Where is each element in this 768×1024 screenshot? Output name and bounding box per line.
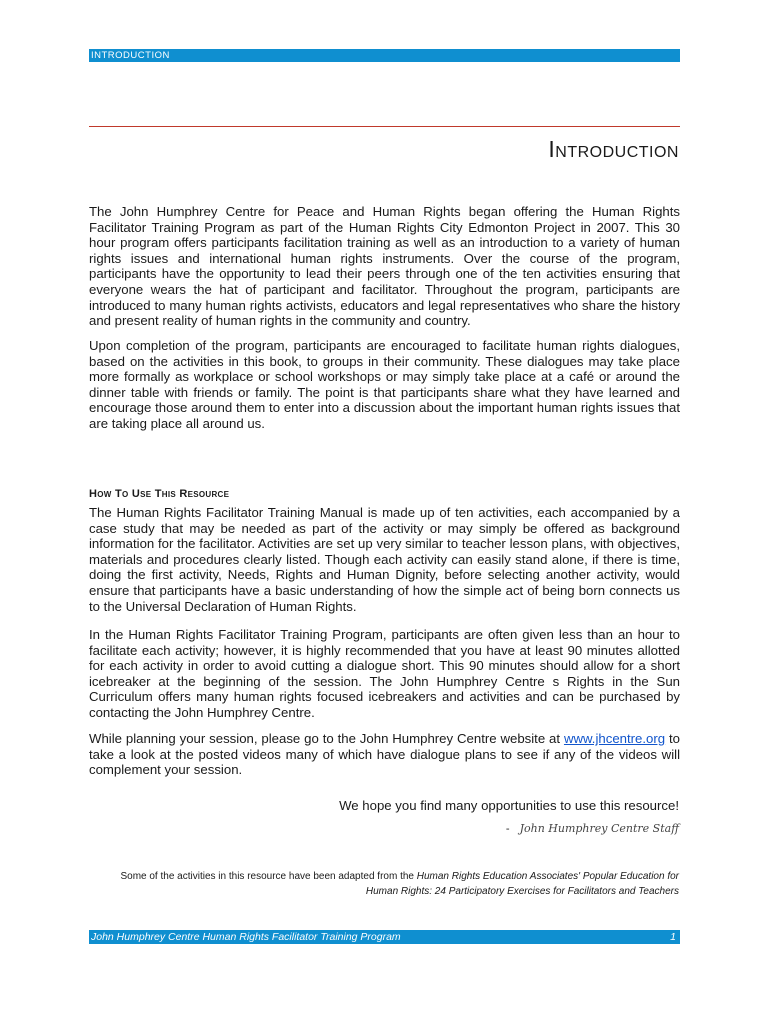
section-paragraph-1-text: The Human Rights Facilitator Training Manual is made up of ten activities, each accompanied by a case study that may be needed as part of the activity or may simply be offered as background information for the facilitator. Activities are set up very similar to teacher lesson plans, with objectives, materials and procedures clearly listed. Though each activity can easily stand alone, if there is time, doing the first activity, Needs, Rights and Human Dignity, before selecting another activity, would ensure that participants have a basic understanding of how the simple act of being born connects us to the Universal Declaration of Human Rights. — [89, 505, 680, 614]
signature-dash: - — [505, 822, 510, 835]
paragraph-3-lead: While planning your session, please go to the John Humphrey Centre website at — [89, 731, 564, 746]
running-header-label: INTRODUCTION — [91, 50, 170, 61]
page-number: 1 — [670, 931, 676, 943]
running-header — [89, 49, 680, 62]
footer-label: John Humphrey Centre Human Rights Facilitator Training Program — [91, 931, 401, 943]
title-divider — [89, 126, 680, 127]
attribution-prefix: Some of the activities in this resource have been adapted from the — [120, 871, 417, 882]
intro-paragraph-1-text: The John Humphrey Centre for Peace and Human Rights began offering the Human Rights Facilitator Training Program as part of the Human Rights City Edmonton Project in 2007. This 30 hour program offers participants facilitation training as well as an introduction to a variety of human rights issues and international human rights instruments. Over the course of the program, participants have the opportunity to lead their peers through one of the ten activities ensuring that everyone wears the hat of participant and facilitator. Throughout the program, participants are introduced to many human rights activists, educators and legal representatives who share the history and present reality of human rights in the community and country. — [89, 204, 680, 329]
closing-message: We hope you find many opportunities to use this resource! — [339, 798, 679, 813]
attribution-source: Human Rights Education Associates' Popular Education for Human Rights: 24 Participatory Exercises for Facilitators and Teachers — [365, 871, 679, 897]
intro-paragraph-2-text: Upon completion of the program, participants are encouraged to facilitate human rights dialogues, based on the activities in this book, to groups in their community. These dialogues may take place more formally as workplace or school workshops or may simply take place at a café or around the dinner table with friends or family. The point is that participants share what they have learned and encourage those around them to enter into a discussion about the important human rights issues that are taking place all around us. — [89, 338, 680, 431]
section-paragraph-3-text — [89, 731, 680, 778]
page-title: Introduction — [548, 136, 679, 162]
section-paragraph-3 — [89, 731, 680, 778]
intro-paragraph-1 — [89, 204, 680, 329]
section-heading: How To Use This Resource — [89, 488, 230, 500]
signature-text: John Humphrey Centre Staff — [519, 822, 679, 835]
signature — [506, 822, 679, 835]
website-link[interactable]: www.jhcentre.org — [563, 731, 666, 746]
intro-paragraph-2 — [89, 338, 680, 432]
section-paragraph-2 — [89, 627, 680, 721]
section-paragraph-2-text: In the Human Rights Facilitator Training Program, participants are often given less than an hour to facilitate each activity; however, it is highly recommended that you have at least 90 minutes allotted for each activity in order to avoid cutting a dialogue short. This 90 minutes should allow for a short icebreaker at the beginning of the session. The John Humphrey Centre s Rights in the Sun Curriculum offers many human rights focused icebreakers and activities and can be purchased by contacting the John Humphrey Centre. — [89, 627, 680, 720]
running-footer — [89, 930, 680, 944]
paragraph-3-tail: to take a look at the posted videos many of which have dialogue plans to see if any of the videos will complement your session. — [89, 731, 680, 778]
attribution-note — [88, 869, 679, 899]
section-paragraph-1 — [89, 505, 680, 614]
